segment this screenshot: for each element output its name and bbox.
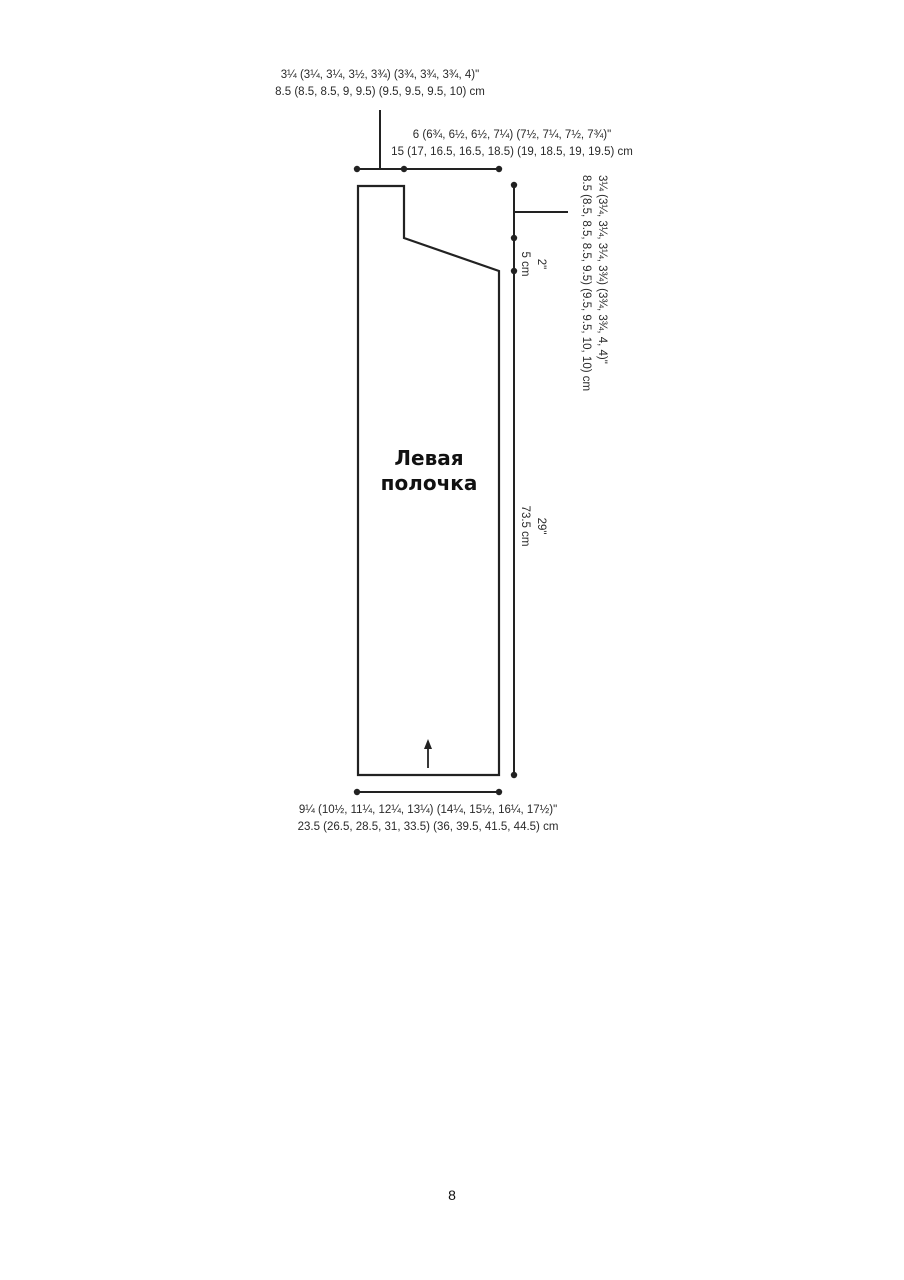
top-dimension-dot-right: [496, 166, 502, 172]
bottom-dot-right: [496, 789, 502, 795]
right-small-inches: 2": [535, 258, 547, 270]
piece-title-line1: Левая: [394, 446, 464, 470]
bottom-width-inches: 9¼ (10½, 11¼, 12¼, 13¼) (14¼, 15½, 16¼, 17½)": [298, 804, 558, 816]
page-number: 8: [448, 1187, 456, 1203]
top-dimension-dot-mid: [401, 166, 407, 172]
body-length-inches: 29": [535, 517, 547, 535]
right-dot-upper: [511, 235, 517, 241]
right-dot-mid: [511, 268, 517, 274]
top-dimension-dot-left: [354, 166, 360, 172]
piece-title-line2: полочка: [380, 471, 478, 495]
shoulder-width-inches: 3¼ (3¼, 3¼, 3½, 3¾) (3¾, 3¾, 3¾, 4)": [280, 69, 480, 81]
neck-width-cm: 15 (17, 16.5, 16.5, 18.5) (19, 18.5, 19, 19.5) cm: [391, 146, 633, 158]
right-small-cm: 5 cm: [519, 251, 531, 277]
right-dot-top: [511, 182, 517, 188]
body-length-cm: 73.5 cm: [519, 505, 531, 547]
bottom-dot-left: [354, 789, 360, 795]
right-dot-bottom: [511, 772, 517, 778]
right-upper-inches: 3¼ (3¼, 3¼, 3¼, 3¾) (3¾, 3¾, 4, 4)": [596, 175, 608, 364]
shoulder-width-cm: 8.5 (8.5, 8.5, 9, 9.5) (9.5, 9.5, 9.5, 10) cm: [275, 86, 485, 98]
right-upper-cm: 8.5 (8.5, 8.5, 8.5, 9.5) (9.5, 9.5, 10, 10) cm: [580, 175, 592, 392]
bottom-width-cm: 23.5 (26.5, 28.5, 31, 33.5) (36, 39.5, 41.5, 44.5) cm: [297, 821, 559, 833]
neck-width-inches: 6 (6¾, 6½, 6½, 7¼) (7½, 7¼, 7½, 7¾)": [412, 129, 612, 141]
